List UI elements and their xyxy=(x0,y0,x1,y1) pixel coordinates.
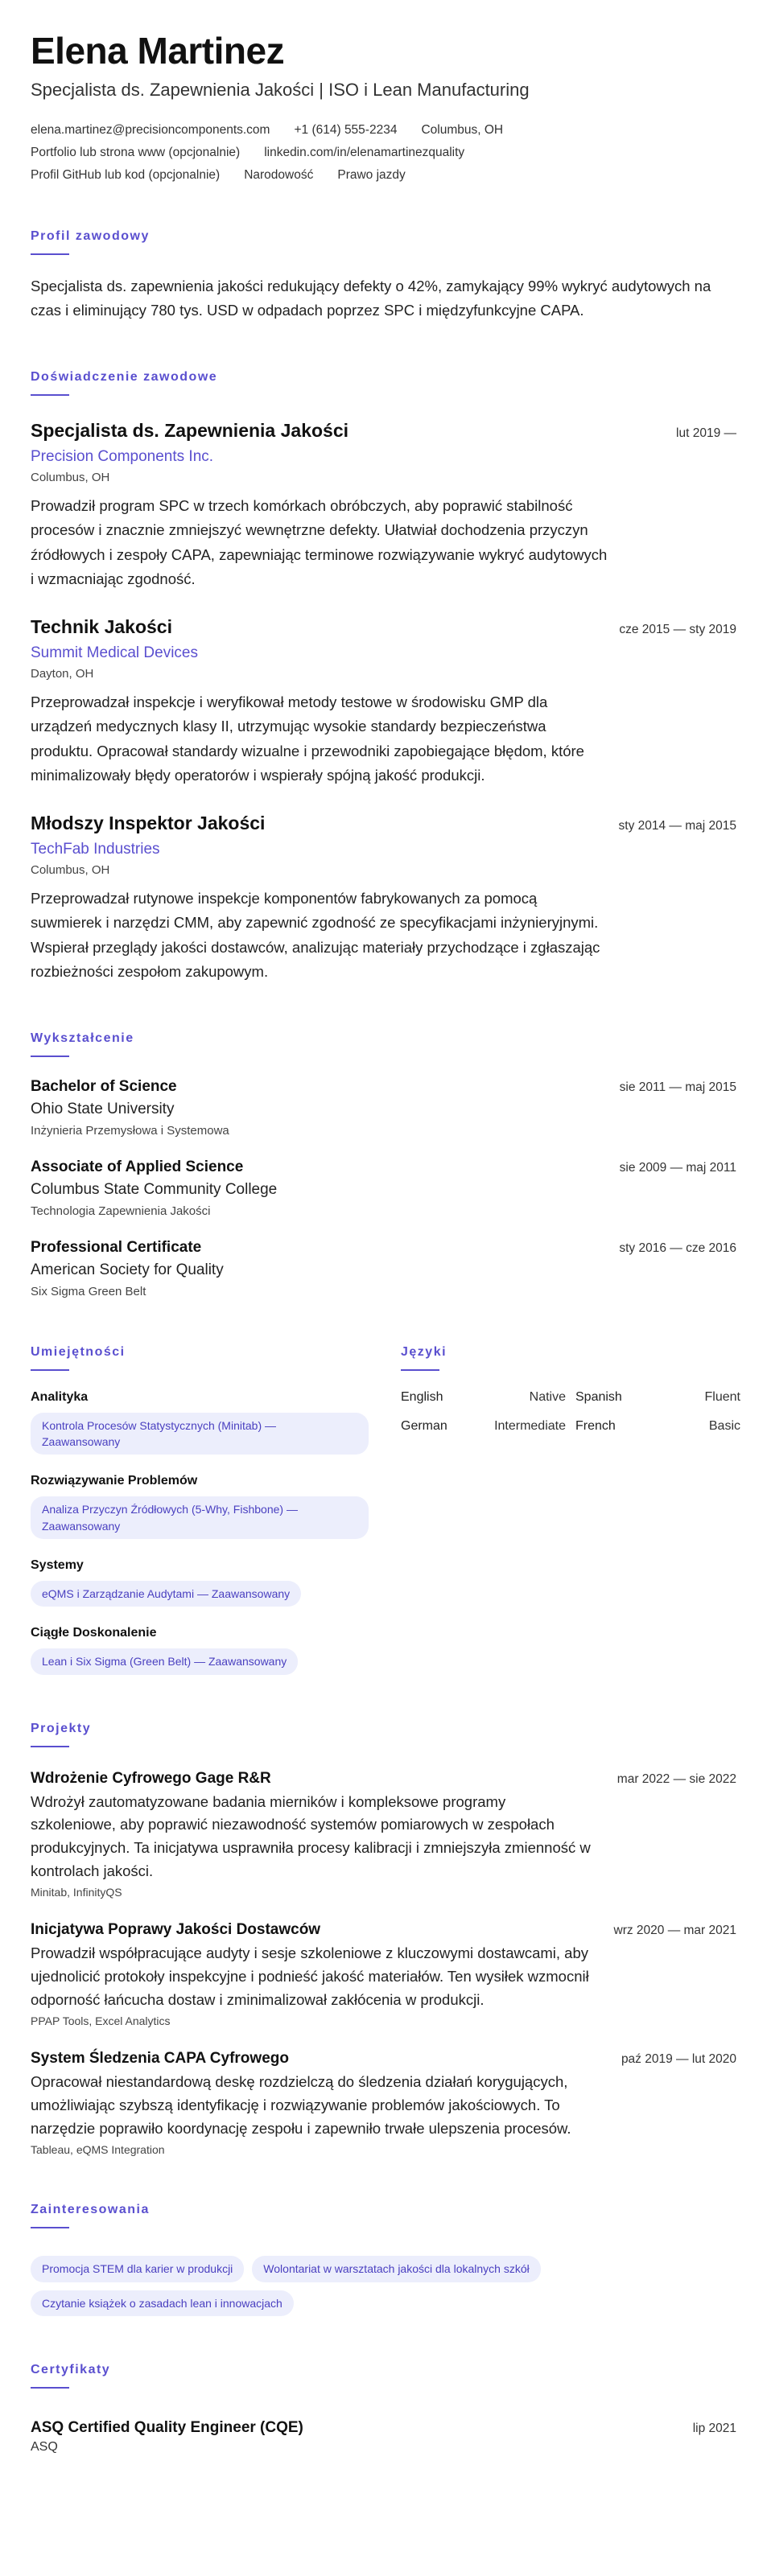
candidate-name: Elena Martinez xyxy=(31,30,285,72)
email-link[interactable]: elena.martinez@precisioncomponents.com xyxy=(31,122,270,137)
education-degree: Professional Certificate xyxy=(31,1238,202,1256)
projects-section xyxy=(31,1722,736,2157)
education-section xyxy=(31,1031,736,1298)
education-dates: sie 2009 — maj 2011 xyxy=(619,1160,736,1175)
website-link[interactable]: Portfolio lub strona www (opcjonalnie) xyxy=(31,145,241,159)
certification-entry xyxy=(31,2419,736,2455)
education-field: Six Sigma Green Belt xyxy=(31,1284,146,1298)
job-entry xyxy=(31,813,736,985)
project-description: Prowadził współpracujące audyty i sesje szkoleniowe z kluczowymi dostawcami, aby ujednolicić protokoły inspekcyjne i podnieść jakość materiałów. Ten wysiłek wzmocnił odporność łańcucha dostaw i zminimalizował zakłócenia w produkcji. xyxy=(31,1944,589,2008)
project-name: System Śledzenia CAPA Cyfrowego xyxy=(31,2050,289,2068)
certifications-heading: Certyfikaty xyxy=(31,2362,111,2376)
certification-date: lip 2021 xyxy=(692,2421,736,2435)
education-degree: Associate of Applied Science xyxy=(31,1158,244,1175)
summary-text: Specjalista ds. zapewnienia jakości redukujący defekty o 42%, zamykający 99% wykryć audytowych na czas i eliminujący 780 tys. USD w odpadach poprzez SPC i międzyfunkcyjne CAPA. xyxy=(31,277,711,319)
language-level: Intermediate xyxy=(494,1418,566,1433)
certification-name: ASQ Certified Quality Engineer (CQE) xyxy=(31,2418,303,2436)
interests-heading: Zainteresowania xyxy=(31,2203,150,2217)
interests-section xyxy=(31,2203,736,2316)
experience-section xyxy=(31,370,736,985)
education-entry xyxy=(31,1158,736,1218)
education-heading: Wykształcenie xyxy=(31,1031,134,1045)
job-dates: cze 2015 — sty 2019 xyxy=(619,622,736,636)
location-text: Columbus, OH xyxy=(421,122,504,137)
skill-pill: Analiza Przyczyn Źródłowych (5-Why, Fishbone) — Zaawansowany xyxy=(31,1496,369,1539)
skill-category: Systemy xyxy=(31,1558,84,1572)
section-divider xyxy=(401,1369,439,1371)
phone-link[interactable]: +1 (614) 555-2234 xyxy=(294,122,398,137)
job-company: Summit Medical Devices xyxy=(31,644,198,661)
project-entry xyxy=(31,1921,736,2027)
job-dates: sty 2014 — maj 2015 xyxy=(618,818,736,833)
education-school: Columbus State Community College xyxy=(31,1180,278,1198)
project-name: Inicjatywa Poprawy Jakości Dostawców xyxy=(31,1921,321,1939)
language-level: Fluent xyxy=(704,1389,740,1404)
education-field: Inżynieria Przemysłowa i Systemowa xyxy=(31,1123,229,1138)
certification-issuer: ASQ xyxy=(31,2439,58,2454)
project-dates: mar 2022 — sie 2022 xyxy=(616,1772,736,1786)
project-description: Opracował niestandardową deskę rozdzielczą do śledzenia działań korygujących, umożliwiając szybszą identyfikację i rozwiązywanie problemów jakościowych. To narzędzie poprawiło koordynację zespołu i zapewniło trwałe ulepszenia procesów. xyxy=(31,2073,571,2137)
interest-pill: Czytanie książek o zasadach lean i innowacjach xyxy=(31,2290,294,2316)
github-link[interactable]: Profil GitHub lub kod (opcjonalnie) xyxy=(31,167,221,182)
language-item xyxy=(575,1390,740,1405)
job-company: TechFab Industries xyxy=(31,840,160,858)
education-school: Ohio State University xyxy=(31,1100,175,1117)
education-degree: Bachelor of Science xyxy=(31,1077,177,1095)
skill-category: Rozwiązywanie Problemów xyxy=(31,1474,198,1488)
project-description: Wdrożył zautomatyzowane badania mierników i kompleksowe programy szkoleniowe, aby poprawić niezawodność systemów pomiarowych w zespołach produkcyjnych. Ta inicjatywa usprawniła procesy kalibracji i zmniejszyła zmienność w kontrolach jakości. xyxy=(31,1792,591,1879)
project-dates: wrz 2020 — mar 2021 xyxy=(613,1924,736,1938)
job-location: Columbus, OH xyxy=(31,862,110,877)
summary-heading: Profil zawodowy xyxy=(31,228,150,243)
skills-languages-row xyxy=(31,1298,740,1675)
job-description: Przeprowadzał rutynowe inspekcje komponentów fabrykowanych za pomocą suwmierek i narzędzi CMM, aby zapewnić zgodność ze specyfikacjami inżynieryjnymi. Wspierał przeglądy jakości dostawców, analizując materiały przychodzące i zgłaszając rozbieżności zespołom zakupowym. xyxy=(31,889,600,981)
education-dates: sie 2011 — maj 2015 xyxy=(619,1080,736,1094)
section-divider xyxy=(31,1746,69,1747)
job-company: Precision Components Inc. xyxy=(31,447,214,465)
linkedin-link[interactable]: linkedin.com/in/elenamartinezquality xyxy=(264,145,465,159)
skill-pill: eQMS i Zarządzanie Audytami — Zaawansowany xyxy=(31,1581,301,1607)
skill-pill: Kontrola Procesów Statystycznych (Minitab) — Zaawansowany xyxy=(31,1413,369,1455)
languages-grid xyxy=(401,1389,740,1434)
language-item xyxy=(575,1419,740,1434)
section-divider xyxy=(31,2227,69,2228)
summary-section xyxy=(31,229,736,323)
language-level: Native xyxy=(529,1389,566,1404)
interest-pill: Promocja STEM dla karier w produkcji xyxy=(31,2256,244,2282)
interests-list xyxy=(31,2248,642,2316)
contact-row-links xyxy=(31,146,736,160)
project-entry xyxy=(31,1770,736,1899)
skill-group xyxy=(31,1558,401,1607)
section-divider xyxy=(31,253,69,255)
education-dates: sty 2016 — cze 2016 xyxy=(619,1241,736,1255)
project-entry xyxy=(31,2050,736,2156)
candidate-headline: Specjalista ds. Zapewnienia Jakości | ISO i Lean Manufacturing xyxy=(31,79,530,100)
languages-heading: Języki xyxy=(401,1344,447,1359)
language-name: English xyxy=(401,1389,443,1404)
education-school: American Society for Quality xyxy=(31,1261,224,1278)
experience-heading: Doświadczenie zawodowe xyxy=(31,369,218,384)
skill-category: Analityka xyxy=(31,1389,89,1404)
languages-section xyxy=(401,1298,740,1675)
section-divider xyxy=(31,1369,69,1371)
project-name: Wdrożenie Cyfrowego Gage R&R xyxy=(31,1769,271,1787)
skill-group xyxy=(31,1390,401,1455)
education-entry xyxy=(31,1078,736,1138)
section-divider xyxy=(31,394,69,396)
job-title: Młodszy Inspektor Jakości xyxy=(31,812,266,833)
education-entry xyxy=(31,1239,736,1298)
job-dates: lut 2019 — xyxy=(676,426,736,440)
job-location: Dayton, OH xyxy=(31,666,94,681)
section-divider xyxy=(31,1056,69,1057)
job-title: Technik Jakości xyxy=(31,615,172,637)
language-level: Basic xyxy=(708,1418,740,1433)
job-entry xyxy=(31,616,736,788)
language-name: French xyxy=(575,1418,616,1433)
skill-group xyxy=(31,1626,401,1674)
interest-pill: Wolontariat w warsztatach jakości dla lokalnych szkół xyxy=(252,2256,540,2282)
language-name: German xyxy=(401,1418,447,1433)
job-title: Specjalista ds. Zapewnienia Jakości xyxy=(31,419,349,441)
contact-row-extra xyxy=(31,168,736,183)
nationality-text: Narodowość xyxy=(244,167,314,182)
projects-heading: Projekty xyxy=(31,1721,92,1735)
skill-group xyxy=(31,1474,401,1539)
skills-heading: Umiejętności xyxy=(31,1344,126,1359)
job-description: Prowadził program SPC w trzech komórkach obróbczych, aby poprawić stabilność procesów i znacznie zmniejszyć wewnętrzne defekty. Ułatwiał dochodzenia przyczyn źródłowych i zespoły CAPA, zapewniając terminowe rozwiązywanie wykryć audytowych i wzmacniając zgodność. xyxy=(31,496,608,588)
skill-category: Ciągłe Doskonalenie xyxy=(31,1626,157,1640)
contact-row-primary xyxy=(31,123,736,138)
skills-section xyxy=(31,1298,401,1675)
project-tech: Minitab, InfinityQS xyxy=(31,1886,122,1899)
education-field: Technologia Zapewnienia Jakości xyxy=(31,1204,211,1218)
skill-pill: Lean i Six Sigma (Green Belt) — Zaawansowany xyxy=(31,1648,298,1674)
project-tech: PPAP Tools, Excel Analytics xyxy=(31,2014,171,2028)
job-location: Columbus, OH xyxy=(31,470,110,484)
language-item xyxy=(401,1390,566,1405)
project-dates: paź 2019 — lut 2020 xyxy=(621,2052,736,2067)
resume-header xyxy=(31,31,736,183)
job-entry xyxy=(31,420,736,592)
project-tech: Tableau, eQMS Integration xyxy=(31,2143,165,2157)
section-divider xyxy=(31,2387,69,2389)
certifications-section xyxy=(31,2363,736,2455)
license-text: Prawo jazdy xyxy=(337,167,406,182)
job-description: Przeprowadzał inspekcje i weryfikował metody testowe w środowisku GMP dla urządzeń medycznych klasy II, utrzymując wysokie standardy bezpieczeństwa produktu. Opracował standardy wizualne i przewodniki zapobiegające błędom, które minimalizowały błędy operatorów i wspierały spójną jakość produkcji. xyxy=(31,693,584,784)
language-name: Spanish xyxy=(575,1389,622,1404)
language-item xyxy=(401,1419,566,1434)
